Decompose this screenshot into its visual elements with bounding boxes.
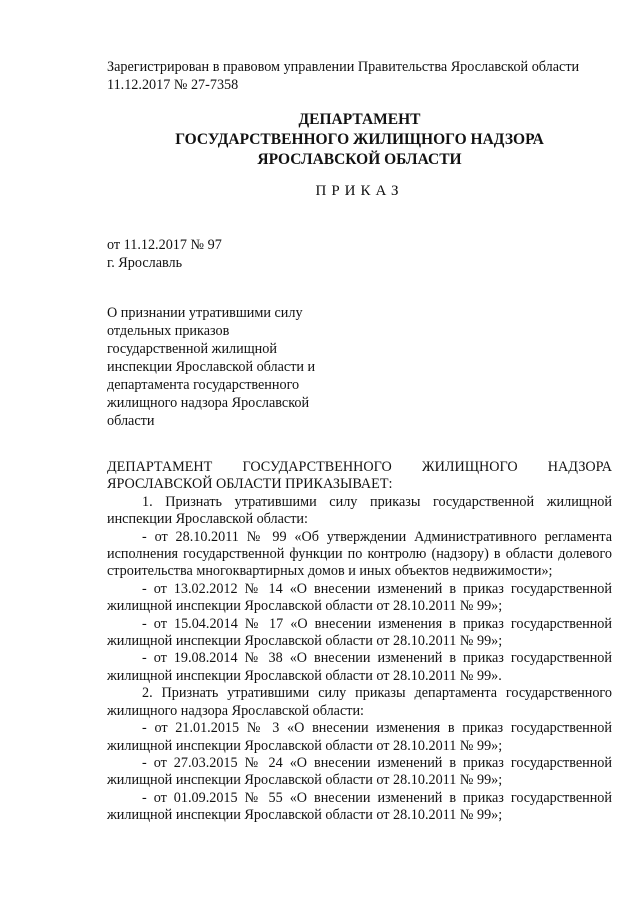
clause-1-item: - от 28.10.2011 № 99 «Об утверждении Административного регламента исполнения государственной функции по контролю (надзору) в области долевого строительства многоквартирных домов и иных объектов недвижимости»;: [107, 528, 612, 580]
subject-line-3: государственной жилищной: [107, 341, 277, 357]
subject-line-7: области: [107, 413, 155, 429]
registration-note: [107, 58, 612, 94]
department-title-line-1: ДЕПАРТАМЕНТ: [298, 111, 421, 128]
registration-line-1: Зарегистрирован в правовом управлении Правительства Ярославской области: [107, 59, 580, 75]
registration-line-2: 11.12.2017 № 27-7358: [107, 77, 239, 93]
clause-1-item: - от 19.08.2014 № 38 «О внесении изменений в приказ государственной жилищной инспекции Ярославской области от 28.10.2011 № 99».: [107, 650, 612, 684]
order-date-number: от 11.12.2017 № 97: [107, 237, 222, 253]
subject-line-4: инспекции Ярославской области и: [107, 359, 316, 375]
clause-2-item: - от 27.03.2015 № 24 «О внесении изменений в приказ государственной жилищной инспекции Ярославской области от 28.10.2011 № 99»;: [107, 754, 612, 789]
order-preamble: ДЕПАРТАМЕНТ ГОСУДАРСТВЕННОГО ЖИЛИЩНОГО НАДЗОРА ЯРОСЛАВСКОЙ ОБЛАСТИ ПРИКАЗЫВАЕТ:: [107, 459, 612, 493]
department-title: [107, 110, 612, 170]
clause-2-item: - от 21.01.2015 № 3 «О внесении изменения в приказ государственной жилищной инспекции Ярославской области от 28.10.2011 № 99»;: [107, 720, 612, 754]
order-heading: ПРИКАЗ: [315, 183, 404, 199]
clause-2-item: - от 01.09.2015 № 55 «О внесении изменений в приказ государственной жилищной инспекции Ярославской области от 28.10.2011 № 99»;: [107, 789, 612, 824]
subject-line-2: отдельных приказов: [107, 323, 230, 339]
order-subject: [107, 304, 332, 430]
subject-line-5: департамента государственного: [107, 377, 300, 393]
clause-1: 1. Признать утратившими силу приказы государственной жилищной инспекции Ярославской области:: [107, 493, 612, 528]
clause-1-item: - от 13.02.2012 № 14 «О внесении изменений в приказ государственной жилищной инспекции Ярославской области от 28.10.2011 № 99»;: [107, 580, 612, 615]
subject-line-6: жилищного надзора Ярославской: [107, 395, 310, 411]
subject-line-1: О признании утратившими силу: [107, 305, 303, 321]
order-meta: [107, 236, 222, 272]
department-title-line-2: ГОСУДАРСТВЕННОГО ЖИЛИЩНОГО НАДЗОРА: [175, 131, 544, 148]
clause-1-item: - от 15.04.2014 № 17 «О внесении изменения в приказ государственной жилищной инспекции Ярославской области от 28.10.2011 № 99»;: [107, 615, 612, 650]
order-city: г. Ярославль: [107, 255, 183, 271]
department-title-line-3: ЯРОСЛАВСКОЙ ОБЛАСТИ: [257, 151, 462, 168]
clause-2: 2. Признать утратившими силу приказы департамента государственного жилищного надзора Ярославской области:: [107, 685, 612, 719]
order-body: [107, 459, 612, 825]
